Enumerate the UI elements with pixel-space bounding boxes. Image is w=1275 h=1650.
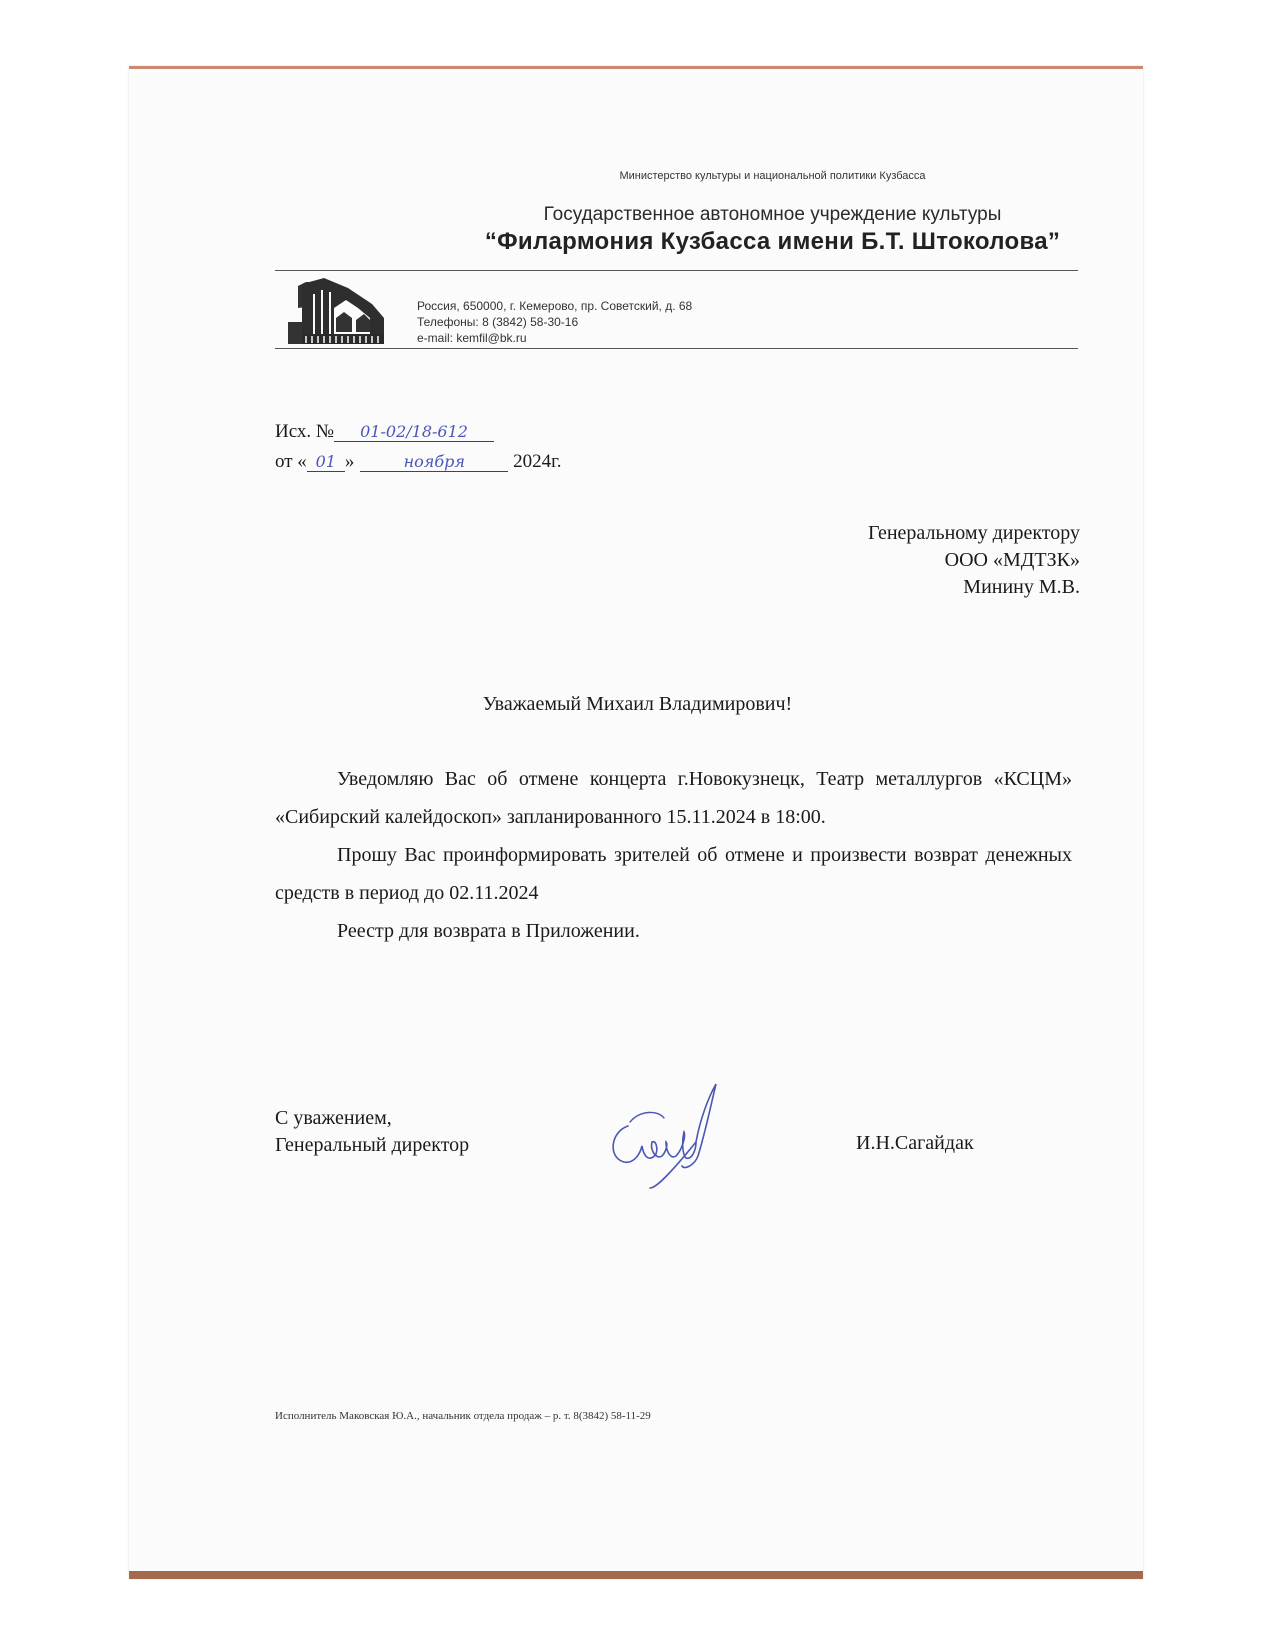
date-prefix: от « (275, 451, 307, 472)
letter-body (275, 760, 1072, 950)
addressee-block (868, 520, 1080, 601)
date-year: 2024г. (513, 451, 562, 472)
signature-closing-block (275, 1105, 469, 1159)
addressee-position: Генеральному директору (867, 522, 1080, 544)
ministry-line: Министерство культуры и национальной политики Кузбасса (619, 170, 926, 182)
org-address: Россия, 650000, г. Кемерово, пр. Советский, д. 68 (417, 299, 693, 313)
addressee-name: Минину М.В. (963, 576, 1080, 598)
date-day-close: » (344, 451, 355, 472)
closing-phrase: С уважением, (275, 1107, 392, 1129)
org-phone: Телефоны: 8 (3842) 58-30-16 (417, 315, 579, 329)
org-type: Государственное автономное учреждение культуры (543, 204, 1002, 225)
executor-footer: Исполнитель Маковская Ю.А., начальник отдела продаж – р. т. 8(3842) 58-11-29 (275, 1410, 651, 1422)
outgoing-date-line (275, 451, 561, 473)
date-day: 01 (307, 452, 345, 472)
handwritten-signature (600, 1070, 730, 1190)
philharmonic-logo-icon (284, 278, 394, 346)
body-paragraph-3: Реестр для возврата в Приложении. (337, 920, 640, 942)
org-name: “Филармония Кузбасса имени Б.Т. Штоколова” (484, 228, 1061, 255)
org-email: e-mail: kemfil@bk.ru (417, 331, 527, 345)
outgoing-number-label: Исх. № (275, 421, 335, 442)
outgoing-number-line (275, 421, 494, 443)
body-paragraph-2: Прошу Вас проинформировать зрителей об отмене и произвести возврат денежных средств в период до 02.11.2024 (275, 844, 1072, 904)
salutation: Уважаемый Михаил Владимирович! (482, 693, 793, 715)
header-divider-top (275, 270, 1078, 271)
header-divider-bottom (275, 348, 1078, 349)
date-month: ноября (360, 452, 508, 472)
signatory-title: Генеральный директор (275, 1134, 470, 1156)
body-paragraph-1: Уведомляю Вас об отмене концерта г.Новокузнецк, Театр металлургов «КСЦМ» «Сибирский калейдоскоп» запланированного 15.11.2024 в 18:00. (275, 768, 1072, 828)
addressee-company: ООО «МДТЗК» (944, 549, 1080, 571)
signatory-name: И.Н.Сагайдак (856, 1132, 974, 1154)
contact-block (417, 298, 692, 346)
outgoing-number-value: 01-02/18-612 (334, 422, 494, 442)
